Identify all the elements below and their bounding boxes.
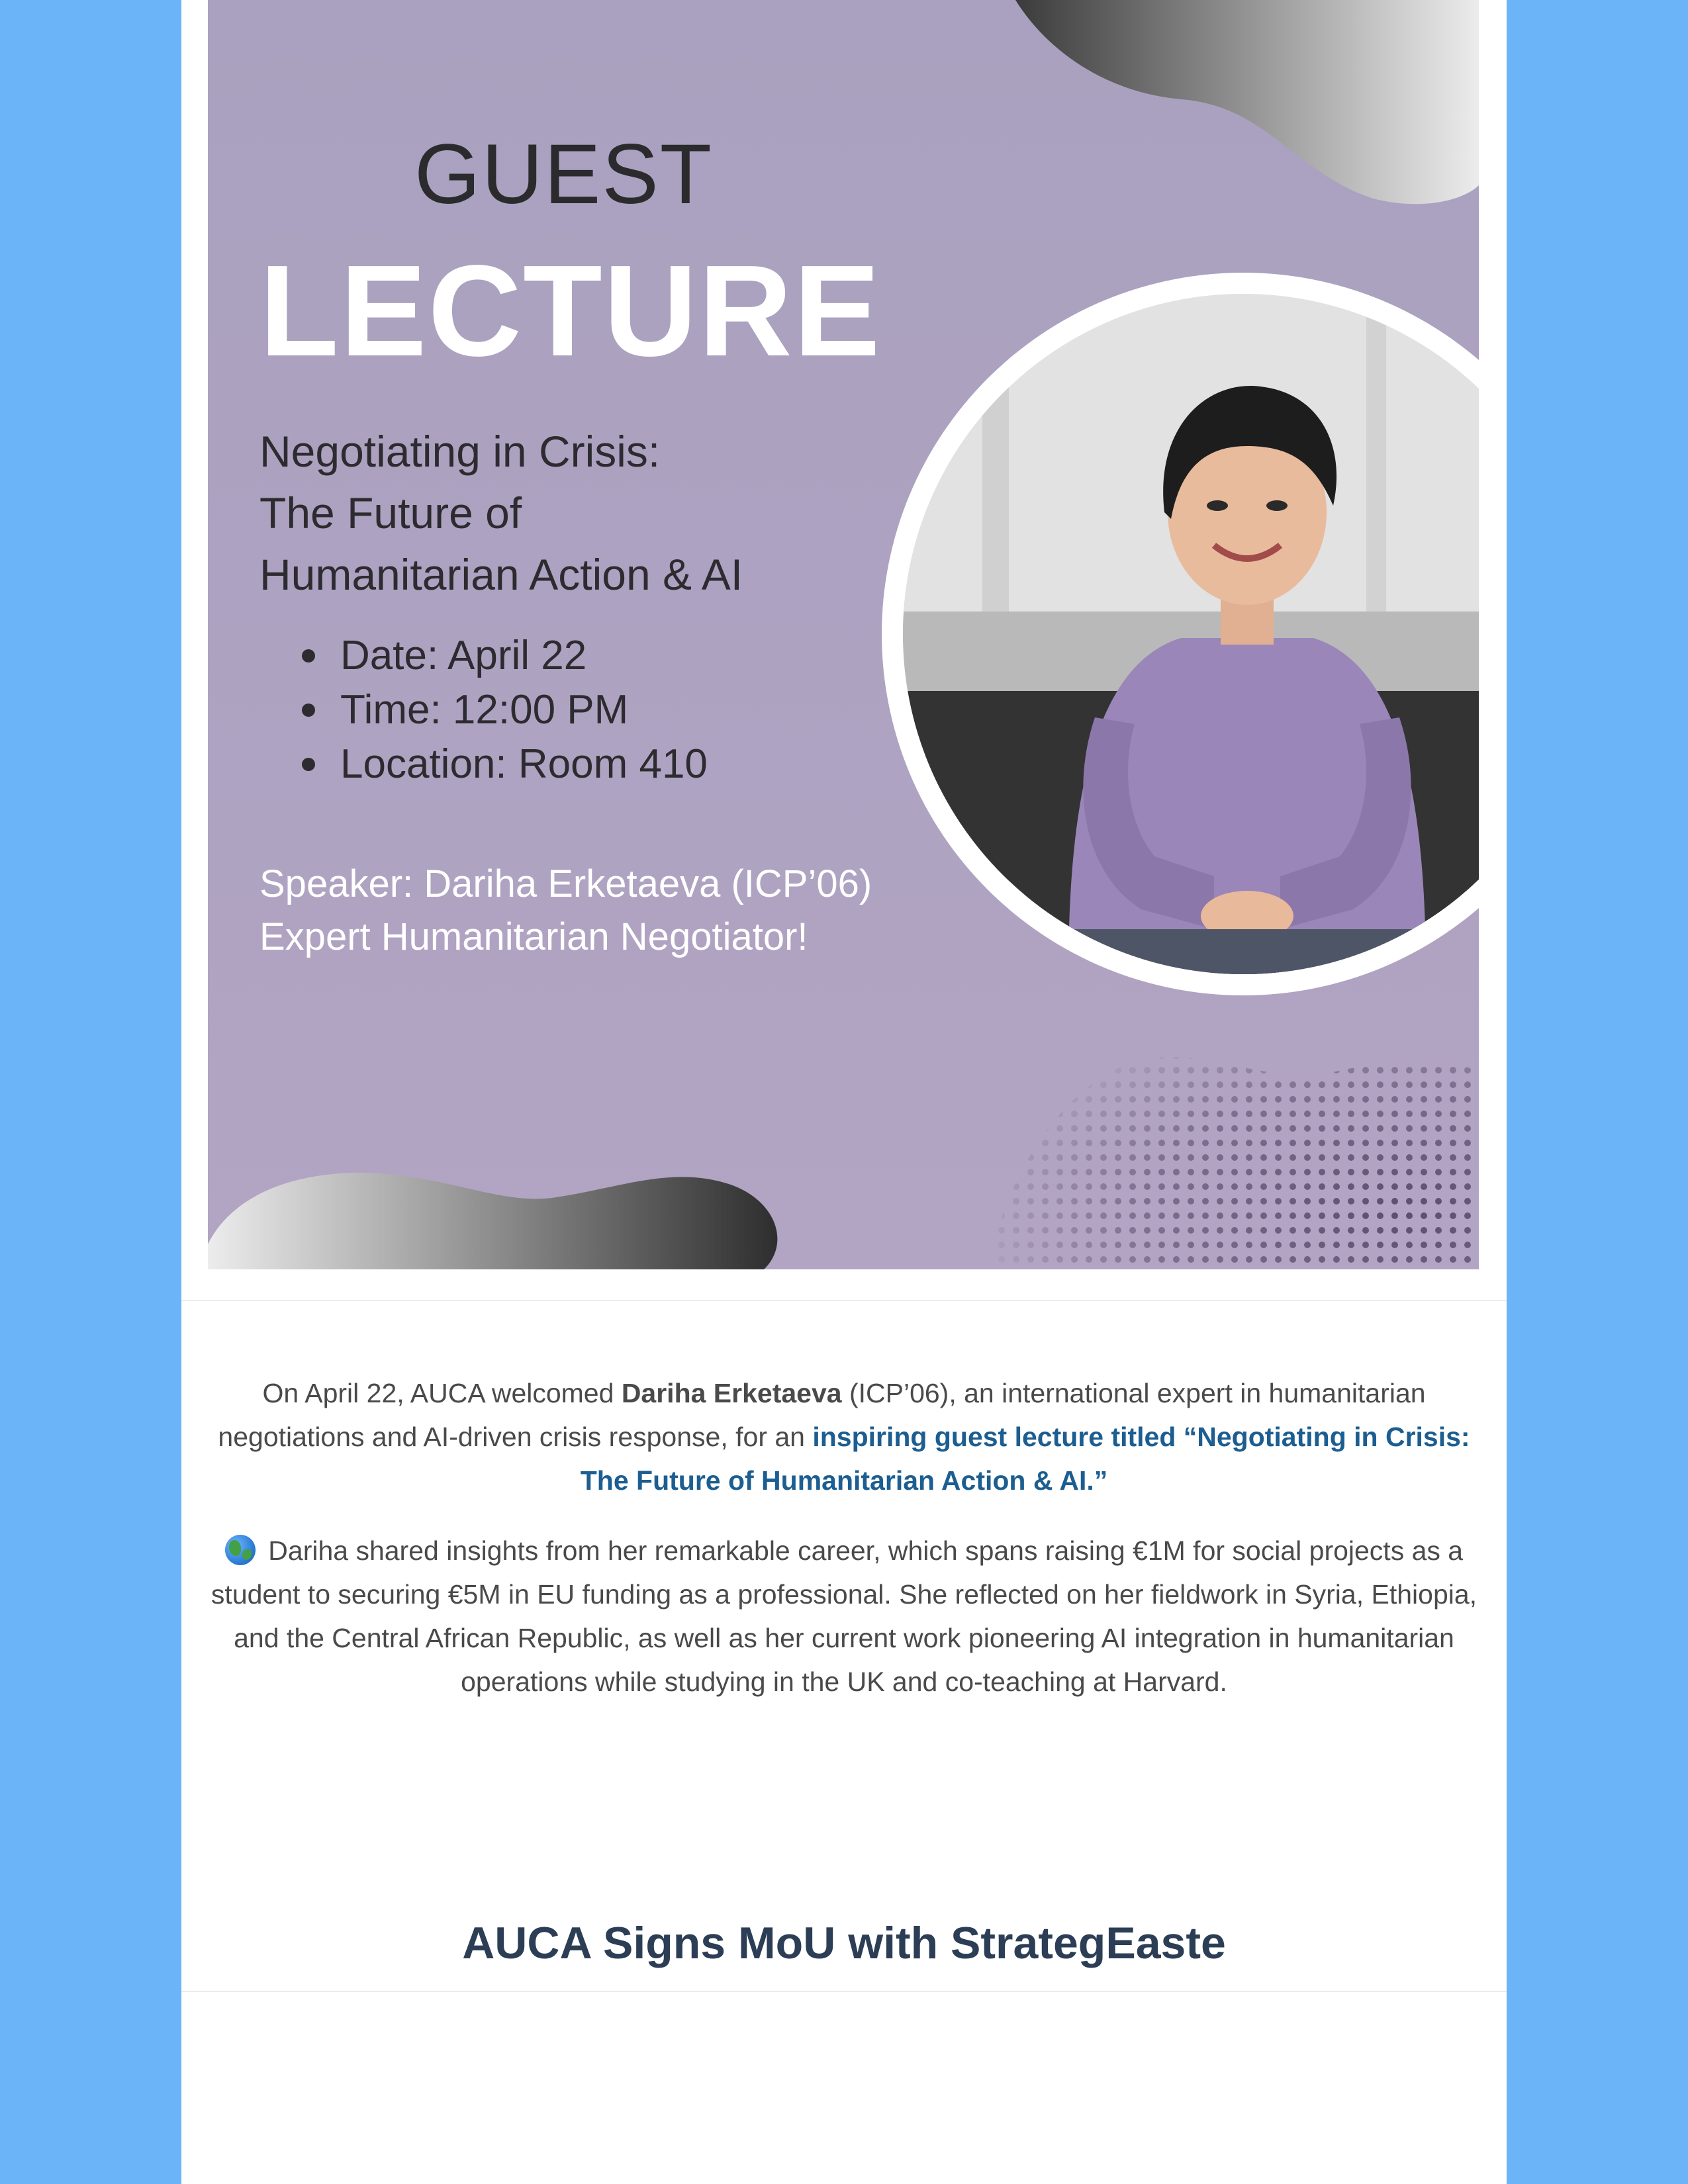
poster-title-line: Negotiating in Crisis: bbox=[259, 427, 661, 476]
lecture-title-link[interactable]: inspiring guest lecture titled “Negotiating in Crisis: The Future of Humanitarian Action & AI.” bbox=[580, 1422, 1470, 1496]
poster-title-line: Humanitarian Action & AI bbox=[259, 550, 743, 599]
poster-lecture-text: LECTURE bbox=[259, 238, 882, 383]
poster-lecture-title bbox=[259, 421, 961, 606]
poster-speaker-role: Expert Humanitarian Negotiator! bbox=[259, 915, 808, 958]
globe-icon bbox=[225, 1535, 256, 1565]
article-paragraph-2 bbox=[208, 1529, 1480, 1704]
newsletter-card bbox=[181, 0, 1507, 2184]
speaker-portrait-illustration bbox=[903, 294, 1479, 974]
speaker-name: Dariha Erketaeva bbox=[621, 1378, 842, 1408]
guest-lecture-poster bbox=[208, 0, 1479, 1269]
poster-details-list bbox=[302, 629, 708, 792]
poster-time: Time: 12:00 PM bbox=[302, 683, 708, 737]
speaker-photo bbox=[903, 294, 1479, 974]
poster-speaker-name: Speaker: Dariha Erketaeva (ICP’06) bbox=[259, 862, 872, 905]
article-paragraph-1 bbox=[208, 1371, 1480, 1502]
poster-title-line: The Future of bbox=[259, 488, 522, 537]
poster-date: Date: April 22 bbox=[302, 629, 708, 683]
section-divider bbox=[181, 1300, 1507, 1301]
mou-section-heading: AUCA Signs MoU with StrategEaste bbox=[462, 1918, 1226, 1969]
poster-location: Location: Room 410 bbox=[302, 737, 708, 792]
article-intro-continued: (ICP’06), an international expert in humanitarian negotiations and AI-driven crisis response, for an bbox=[218, 1378, 1426, 1452]
article-career-text: Dariha shared insights from her remarkable career, which spans raising €1M for social projects as a student to securing €5M in EU funding as a professional. She reflected on her fieldwork in Syria, Ethiopia, and the Central African Republic, as well as her current work pioneering AI integration in humanitarian operations while studying in the UK and co-teaching at Harvard. bbox=[211, 1535, 1477, 1697]
section-divider bbox=[181, 1991, 1507, 1992]
article-intro: On April 22, AUCA welcomed bbox=[262, 1378, 622, 1408]
poster-guest-text: GUEST bbox=[414, 127, 713, 222]
poster-speaker bbox=[259, 858, 872, 964]
